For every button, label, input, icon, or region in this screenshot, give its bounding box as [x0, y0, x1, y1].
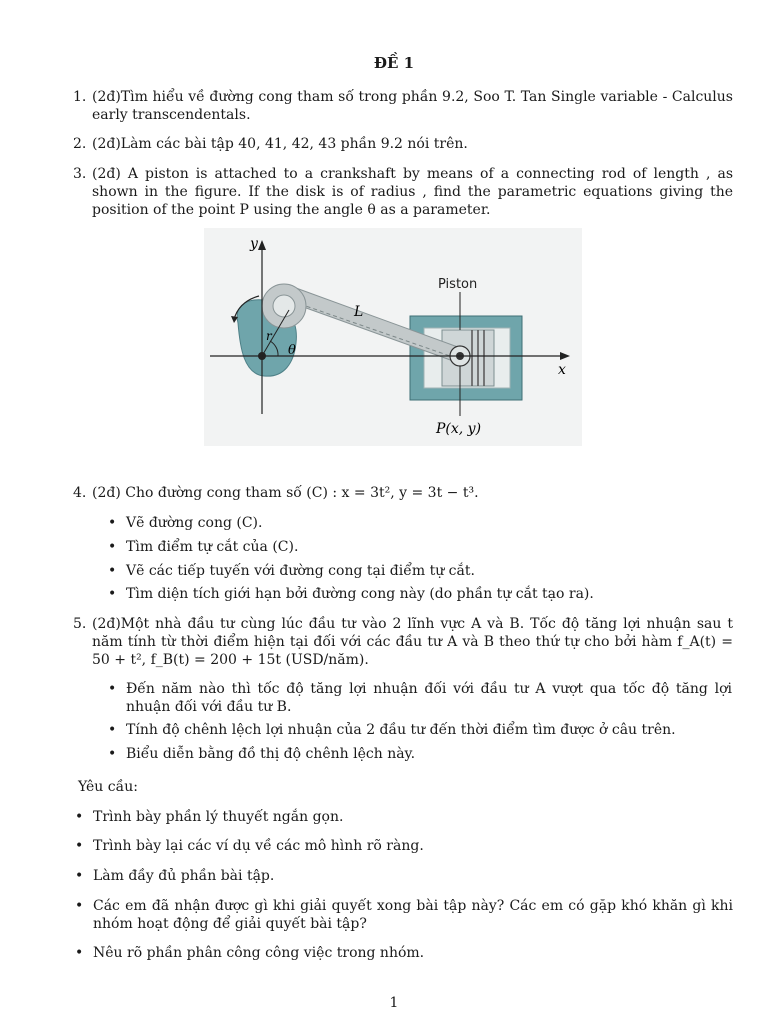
- list-item: [108, 514, 732, 532]
- problem-4: [73, 484, 733, 502]
- problem-number: 1.: [73, 89, 87, 105]
- problem-text: (2đ) Cho đường cong tham số (C) : x = 3t², y = 3t − t³.: [92, 485, 479, 501]
- point-p-label: P(x, y): [436, 421, 482, 437]
- bullet-icon: •: [75, 809, 84, 825]
- theta-label: θ: [288, 343, 296, 358]
- list-item-text: Các em đã nhận được gì khi giải quyết xong bài tập này? Các em có gặp khó khăn gì khi nhóm hoạt động để giải quyết bài tập?: [93, 898, 733, 932]
- bullet-icon: •: [108, 539, 117, 555]
- piston-crankshaft-figure: [204, 228, 582, 446]
- bullet-icon: •: [108, 586, 117, 602]
- list-item: [108, 585, 732, 603]
- list-item: [75, 867, 733, 885]
- bullet-icon: •: [108, 722, 117, 738]
- problem-number: 4.: [73, 485, 87, 501]
- list-item-text: Tìm điểm tự cắt của (C).: [126, 539, 299, 555]
- bullet-icon: •: [108, 746, 117, 762]
- crank-pin: [273, 295, 295, 317]
- list-item-text: Làm đầy đủ phần bài tập.: [93, 868, 275, 884]
- problem-number: 3.: [73, 166, 87, 182]
- list-item: [75, 944, 733, 962]
- list-item-text: Trình bày phần lý thuyết ngắn gọn.: [93, 809, 344, 825]
- problem-text: (2đ)Tìm hiểu về đường cong tham số trong phần 9.2, Soo T. Tan Single variable - Calculus early transcendentals.: [92, 89, 733, 123]
- list-item: [108, 538, 732, 556]
- problem-text: (2đ) A piston is attached to a crankshaft by means of a connecting rod of length , as shown in the figure. If the disk is of radius , find the parametric equations giving the position of the point P using the angle θ as a parameter.: [92, 166, 733, 218]
- bullet-icon: •: [75, 945, 84, 961]
- bullet-icon: •: [108, 681, 117, 697]
- list-item-text: Đến năm nào thì tốc độ tăng lợi nhuận đối với đầu tư A vượt qua tốc độ tăng lợi nhuận đối với đầu tư B.: [126, 681, 732, 715]
- bullet-icon: •: [108, 515, 117, 531]
- list-item-text: Tính độ chênh lệch lợi nhuận của 2 đầu tư đến thời điểm tìm được ở câu trên.: [126, 722, 676, 738]
- list-item-text: Nêu rõ phần phân công công việc trong nhóm.: [93, 945, 425, 961]
- bullet-icon: •: [108, 563, 117, 579]
- bullet-icon: •: [75, 868, 84, 884]
- problem-1: [73, 88, 733, 124]
- bullet-icon: •: [75, 898, 84, 914]
- piston-label: Piston: [438, 277, 478, 292]
- problem-5: [73, 615, 733, 669]
- list-item: [75, 808, 733, 826]
- list-item: [75, 837, 733, 855]
- list-item-text: Trình bày lại các ví dụ về các mô hình rõ ràng.: [93, 838, 424, 854]
- problem-3: [73, 165, 733, 219]
- list-item-text: Tìm diện tích giới hạn bởi đường cong này (do phần tự cắt tạo ra).: [126, 586, 594, 602]
- problem-text: (2đ)Làm các bài tập 40, 41, 42, 43 phần 9.2 nói trên.: [92, 136, 468, 152]
- bullet-icon: •: [75, 838, 84, 854]
- list-item: [108, 680, 732, 716]
- page-number: 1: [389, 995, 399, 1011]
- problem-2: [73, 135, 733, 153]
- list-item: [108, 721, 732, 739]
- problem-text: (2đ)Một nhà đầu tư cùng lúc đầu tư vào 2 lĩnh vực A và B. Tốc độ tăng lợi nhuận sau t năm tính từ thời điểm hiện tại đối với các đầu tư A và B theo thứ tự cho bởi hàm f_A(t) = 50 + t², f_B(t) = 200 + 15t (USD/năm).: [92, 616, 733, 668]
- requirements-heading: Yêu cầu:: [78, 779, 138, 795]
- list-item: [108, 562, 732, 580]
- radius-label: r: [266, 329, 272, 343]
- list-item-text: Vẽ đường cong (C).: [126, 515, 263, 531]
- problem-number: 5.: [73, 616, 87, 632]
- x-axis-label: x: [558, 362, 566, 378]
- page-title: ĐỀ 1: [373, 54, 415, 72]
- list-item: [108, 745, 732, 763]
- list-item-text: Biểu diễn bằng đồ thị độ chênh lệch này.: [126, 746, 416, 762]
- rod-length-label: L: [354, 304, 364, 320]
- list-item: [75, 897, 733, 933]
- problem-number: 2.: [73, 136, 87, 152]
- y-axis-label: y: [250, 236, 258, 252]
- list-item-text: Vẽ các tiếp tuyến với đường cong tại điểm tự cắt.: [126, 563, 475, 579]
